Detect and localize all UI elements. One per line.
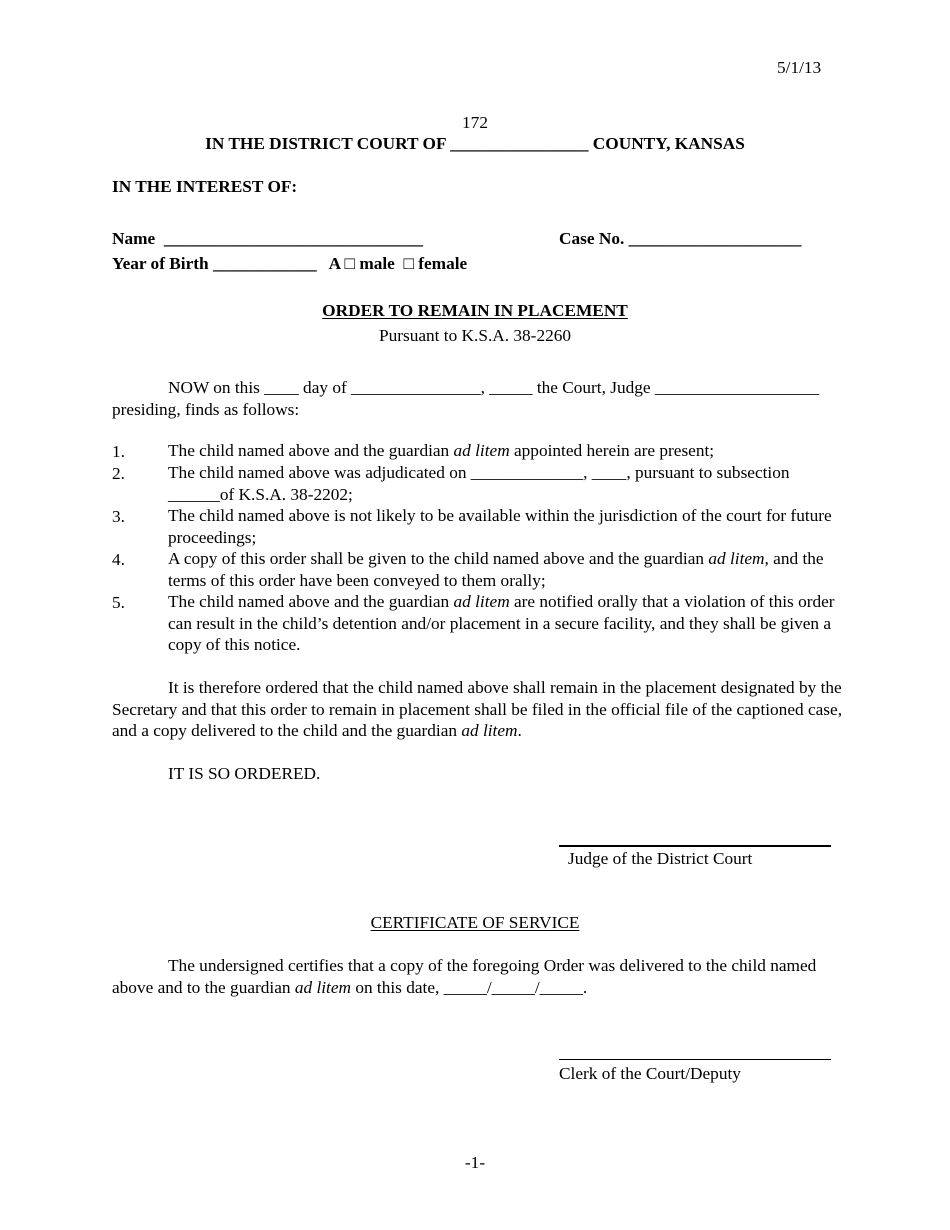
interest-of-heading: IN THE INTEREST OF:	[112, 177, 298, 196]
certificate-text-end: on this date, _____/_____/_____.	[351, 977, 588, 997]
finding-1-text-end: appointed herein are present;	[509, 441, 715, 460]
case-number-field	[559, 230, 801, 247]
yob-blank: ____________	[212, 254, 317, 273]
finding-4-text-end: , and the terms of this order have been conveyed to them orally;	[168, 549, 824, 590]
certificate-text: The undersigned certifies that a copy of the foregoing Order was delivered to the child named above and to the guardian	[112, 956, 817, 997]
intro-line-2: presiding, finds as follows:	[112, 400, 300, 419]
male-checkbox: □	[344, 254, 355, 273]
certificate-title	[0, 914, 950, 931]
finding-4-ad-litem: ad litem	[708, 549, 765, 568]
order-subtitle: Pursuant to K.S.A. 38-2260	[378, 326, 572, 345]
finding-4-text: A copy of this order shall be given to the child named above and the guardian	[168, 549, 709, 568]
finding-1-ad-litem: ad litem	[453, 441, 510, 460]
document-date: 5/1/13	[777, 58, 822, 77]
page-number: -1-	[464, 1153, 486, 1172]
finding-4	[168, 548, 858, 591]
certificate-ad-litem: ad litem	[294, 977, 351, 997]
order-text: It is therefore ordered that the child named above shall remain in the placement designated by the Secretary and that this order to remain in placement shall be filed in the official file of the captioned case, and a copy delivered to the child and the guardian	[112, 678, 843, 740]
order-paragraph	[112, 677, 852, 742]
judge-signature-label: Judge of the District Court	[568, 849, 753, 868]
clerk-signature-line	[559, 1059, 831, 1060]
year-of-birth-field	[112, 255, 467, 272]
certificate-paragraph	[112, 955, 852, 998]
order-ad-litem: ad litem	[461, 721, 518, 740]
finding-4-number: 4.	[112, 550, 125, 569]
finding-5	[168, 591, 858, 656]
a-label: A	[328, 254, 341, 273]
finding-3: The child named above is not likely to be available within the jurisdiction of the court for future proceedings;	[168, 506, 832, 547]
order-title-text: ORDER TO REMAIN IN PLACEMENT	[322, 301, 628, 320]
finding-5-text: The child named above and the guardian	[168, 592, 454, 611]
finding-2: The child named above was adjudicated on _____________, ____, pursuant to subsection ______of K.S.A. 38-2202;	[168, 463, 790, 504]
judge-signature-line	[559, 845, 831, 847]
case-label: Case No.	[559, 229, 625, 248]
finding-1	[168, 440, 858, 462]
finding-1-text: The child named above and the guardian	[168, 441, 454, 460]
finding-1-number: 1.	[112, 442, 125, 461]
yob-label: Year of Birth	[112, 254, 209, 273]
finding-5-number: 5.	[112, 593, 125, 612]
certificate-title-text: CERTIFICATE OF SERVICE	[370, 913, 580, 932]
case-blank: ____________________	[628, 229, 802, 248]
finding-5-text-end: are notified orally that a violation of this order can result in the child’s detention and/or placement in a secure facility, and they shall be given a copy of this notice.	[168, 592, 835, 654]
female-label: female	[418, 254, 468, 273]
order-title	[0, 302, 950, 319]
male-label: male	[359, 254, 395, 273]
finding-3-number: 3.	[112, 507, 125, 526]
finding-2-number: 2.	[112, 464, 125, 483]
intro-line-1: NOW on this ____ day of _______________, _____ the Court, Judge ___________________	[168, 378, 820, 397]
female-checkbox: □	[403, 254, 414, 273]
name-label: Name	[112, 229, 156, 248]
so-ordered: IT IS SO ORDERED.	[168, 764, 321, 783]
form-number: 172	[462, 113, 488, 132]
order-text-end: .	[517, 721, 522, 740]
clerk-signature-label: Clerk of the Court/Deputy	[559, 1064, 741, 1083]
name-blank: ______________________________	[163, 229, 424, 248]
court-heading: IN THE DISTRICT COURT OF ________________ COUNTY, KANSAS	[205, 134, 745, 153]
finding-5-ad-litem: ad litem	[453, 592, 510, 611]
name-field	[112, 230, 423, 247]
